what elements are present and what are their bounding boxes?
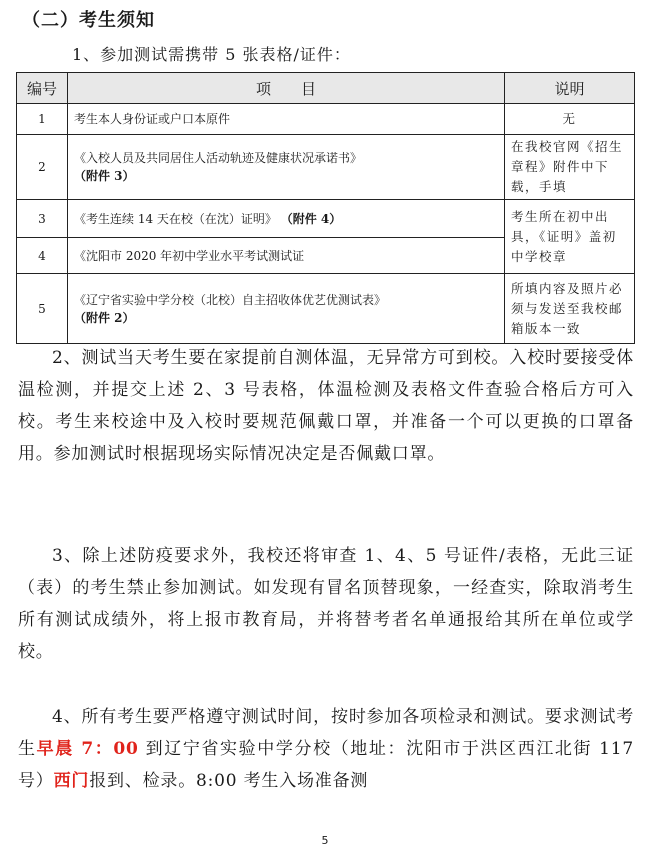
row-attachment: （附件 3） [74,169,135,183]
row-num: 1 [17,104,68,135]
paragraph-4-part2: 到辽宁省实验中学分校（地址：沈阳市于洪区西江北街 117 号） [18,739,634,791]
row-item-text: 考生本人身份证或户口本原件 [74,112,231,126]
page-number: 5 [321,834,329,847]
row-note: 无 [505,104,635,135]
row-attachment: （附件 4） [280,211,342,226]
row-item-text: 《入校人员及共同居住人活动轨迹及健康状况承诺书》 [74,151,363,165]
highlight-gate: 西门 [53,771,90,791]
paragraph-4-part1: 4、所有考生要严格遵守测试时间，按时参加各项检录和测试。要求测试考生 [18,707,634,759]
paragraph-4-part3: 报到、检录。8:00 考生入场准备测 [89,771,369,791]
table-header-row [17,73,635,104]
row-item [68,238,505,274]
highlight-time: 早晨 7：00 [36,739,139,759]
row-note: 考生所在初中出具，《证明》盖初中学校章 [505,200,635,274]
table-row [17,200,635,238]
row-item [68,135,505,200]
row-item-text: 《辽宁省实验中学分校（北校）自主招收体优艺优测试表》 [74,292,387,307]
header-num: 编号 [17,73,68,104]
row-attachment: （附件 2） [74,310,135,325]
table-row [17,104,635,135]
header-note: 说明 [505,73,635,104]
row-num: 4 [17,238,68,274]
header-item: 项 目 [68,73,505,104]
row-num: 5 [17,274,68,344]
row-note: 在我校官网《招生章程》附件中下载，手填 [505,135,635,200]
paragraph-4 [18,701,634,797]
row-item-text: 《考生连续 14 天在校（在沈）证明》 [74,211,277,226]
paragraph-2: 2、测试当天考生要在家提前自测体温，无异常方可到校。入校时要接受体温检测，并提交上述 2、3 号表格，体温检测及表格文件查验合格后方可入校。考生来校途中及入校时要规范佩戴口罩，并准备一个可以更换的口罩备用。参加测试时根据现场实际情况决定是否佩戴口罩。 [18,348,634,464]
row-item [68,200,505,238]
row-item-text: 《沈阳市 2020 年初中学业水平考试测试证 [74,248,305,263]
row-num: 2 [17,135,68,200]
row-item [68,104,505,135]
intro-line: 1、参加测试需携带 5 张表格/证件： [72,45,351,64]
paragraph-3: 3、除上述防疫要求外，我校还将审查 1、4、5 号证件/表格，无此三证（表）的考生禁止参加测试。如发现有冒名顶替现象，一经查实，除取消考生所有测试成绩外，将上报市教育局，并将替考者名单通报给其所在单位或学校。 [18,546,634,662]
table-row [17,274,635,344]
requirements-table [16,72,635,344]
row-note: 所填内容及照片必须与发送至我校邮箱版本一致 [505,274,635,344]
row-num: 3 [17,200,68,238]
row-item [68,274,505,344]
section-title: （二）考生须知 [22,10,155,31]
table-row [17,135,635,200]
